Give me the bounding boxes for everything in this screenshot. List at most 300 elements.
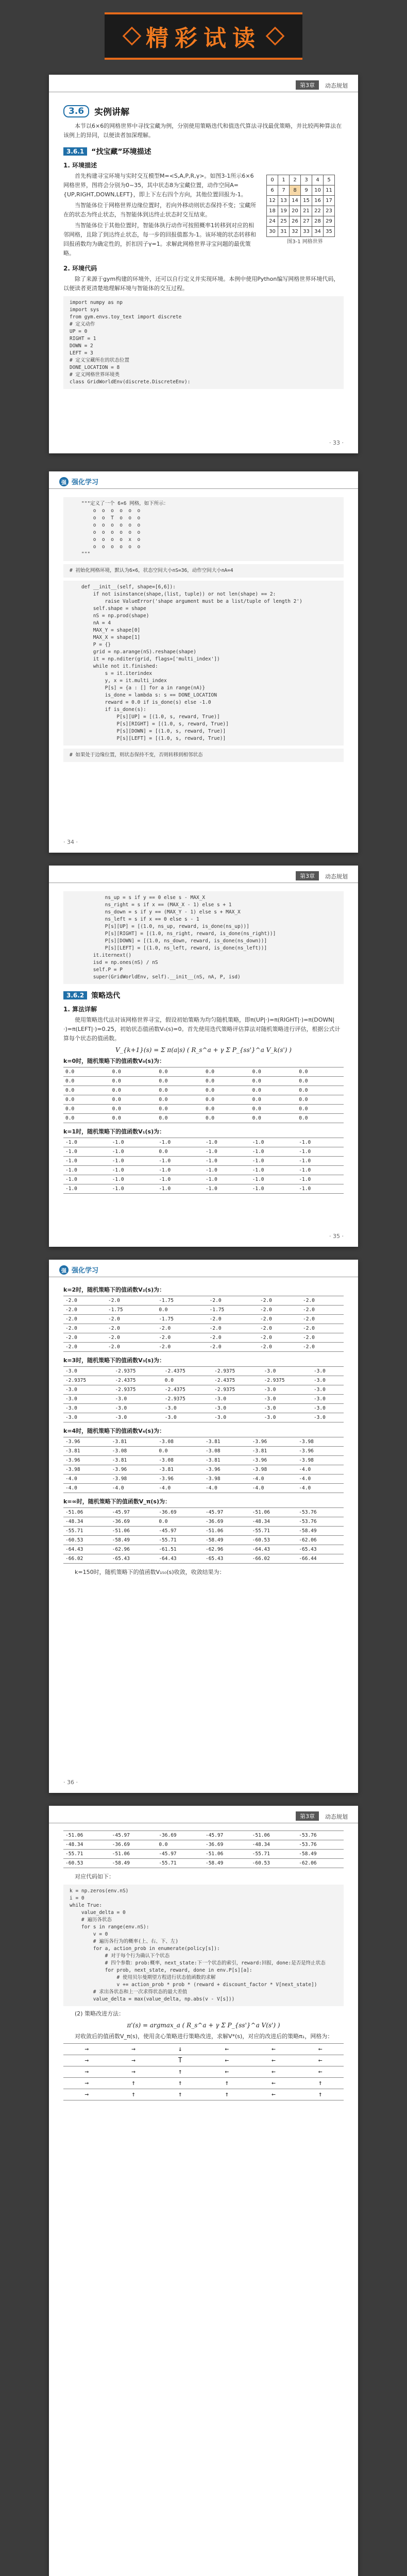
table-cell: -58.49	[204, 1536, 250, 1545]
table-cell: -1.0	[297, 1166, 344, 1175]
table-cell: -2.0	[106, 1324, 157, 1333]
table-cell: 0.0	[63, 1067, 110, 1077]
table-row	[63, 1437, 344, 1447]
table-cell: ←	[204, 2066, 250, 2078]
table-cell: -62.96	[110, 1545, 157, 1554]
book-logo-icon: 强	[59, 1265, 69, 1275]
table-cell: -4.0	[204, 1484, 250, 1493]
grid-cell: 10	[312, 185, 324, 196]
table-cell: -2.0	[258, 1343, 301, 1352]
table-cell: 0.0	[157, 1095, 204, 1105]
table-cell: ↑	[204, 2089, 250, 2100]
paragraph: 当智能体位于网格世界边缘位置时，若向外移动则状态保持不变；宝藏所在的状态为终止状态，当智能体到达终止状态时交互结束。	[63, 202, 256, 218]
subsection-number: 3.6.2	[63, 991, 87, 999]
table-cell: -2.0	[63, 1333, 106, 1343]
table-cell: -60.53	[63, 1536, 110, 1545]
table-cell: 0.0	[63, 1105, 110, 1114]
diamond-ornament-icon	[266, 27, 285, 46]
table-cell: -3.0	[262, 1395, 312, 1404]
table-cell: -2.0	[301, 1324, 344, 1333]
table-row	[63, 1385, 344, 1395]
table-cell: -1.0	[110, 1184, 157, 1194]
table-cell: 0.0	[250, 1095, 297, 1105]
table-row	[63, 1343, 344, 1352]
subsection-heading	[63, 146, 344, 157]
grid-cell: 23	[324, 206, 335, 216]
table-cell: -1.0	[250, 1157, 297, 1166]
table-cell: 0.0	[250, 1086, 297, 1095]
table-cell: 0.0	[250, 1105, 297, 1114]
value-table	[63, 1296, 344, 1352]
table-cell: 0.0	[157, 1447, 204, 1456]
chapter-title: 动态规划	[325, 873, 348, 880]
table-row	[63, 1114, 344, 1123]
table-row	[63, 1447, 344, 1456]
table-cell: -51.06	[110, 1850, 157, 1859]
table-cell: 0.0	[63, 1077, 110, 1086]
table-cell: T	[157, 2055, 204, 2066]
table-cell: -1.0	[297, 1175, 344, 1184]
table-row	[63, 1157, 344, 1166]
table-row	[267, 206, 335, 216]
book-page-4	[49, 1260, 358, 1793]
table-cell: →	[110, 2055, 157, 2066]
table-row	[63, 1456, 344, 1465]
table-cell: -36.69	[157, 1508, 204, 1517]
table-cell: -3.0	[163, 1413, 212, 1422]
grid-cell: 14	[290, 196, 301, 206]
table-cell: -4.0	[297, 1475, 344, 1484]
table-caption: k=1时，随机策略下的值函数V₁(s)为：	[63, 1128, 165, 1135]
table-cell: -3.81	[63, 1447, 110, 1456]
table-cell: 0.0	[63, 1086, 110, 1095]
page-number: · 35 ·	[329, 1233, 344, 1240]
table-cell: -3.0	[113, 1395, 162, 1404]
table-cell: 0.0	[157, 1077, 204, 1086]
table-cell: -3.0	[212, 1395, 262, 1404]
table-cell: -2.0	[106, 1315, 157, 1324]
grid-cell: 1	[278, 175, 290, 185]
grid-cell: 11	[324, 185, 335, 196]
table-cell: ←	[250, 2044, 297, 2055]
table-cell: ←	[297, 2055, 344, 2066]
table-cell: -1.0	[250, 1147, 297, 1157]
table-cell: →	[110, 2044, 157, 2055]
table-cell: -1.0	[63, 1166, 110, 1175]
table-cell: -65.43	[110, 1554, 157, 1564]
table-cell: -55.71	[157, 1536, 204, 1545]
table-cell: 0.0	[204, 1067, 250, 1077]
table-cell: -3.0	[63, 1404, 113, 1413]
table-row	[63, 1831, 344, 1840]
table-cell: -1.0	[110, 1138, 157, 1147]
value-table	[63, 1067, 344, 1123]
table-cell: -3.0	[63, 1385, 113, 1395]
table-cell: -3.98	[297, 1437, 344, 1447]
table-cell: -2.0	[301, 1333, 344, 1343]
table-cell: -58.49	[110, 1536, 157, 1545]
table-cell: -64.43	[157, 1554, 204, 1564]
table-cell: -3.0	[212, 1413, 262, 1422]
table-cell: -58.49	[204, 1859, 250, 1868]
table-cell: ←	[250, 2066, 297, 2078]
table-row	[63, 1067, 344, 1077]
grid-cell: 6	[267, 185, 278, 196]
grid-cell: 8	[290, 185, 301, 196]
table-cell: -2.0	[157, 1343, 207, 1352]
table-cell: -45.97	[157, 1527, 204, 1536]
chapter-label: 第3章	[296, 80, 319, 90]
table-row	[63, 1147, 344, 1157]
table-row	[63, 2066, 344, 2078]
grid-figure	[266, 172, 344, 260]
table-cell: -3.0	[312, 1413, 344, 1422]
page-number: · 34 ·	[63, 839, 78, 845]
grid-cell: 32	[290, 227, 301, 237]
table-cell: 0.0	[204, 1105, 250, 1114]
table-cell: -1.0	[63, 1138, 110, 1147]
table-cell: -1.75	[157, 1296, 207, 1306]
table-cell: 0.0	[63, 1095, 110, 1105]
value-table	[63, 1437, 344, 1493]
table-cell: -2.4375	[113, 1376, 162, 1385]
table-cell: ←	[297, 2044, 344, 2055]
table-row	[63, 1413, 344, 1422]
table-row	[63, 1545, 344, 1554]
text-figure-row	[63, 172, 344, 260]
table-cell: -55.71	[250, 1850, 297, 1859]
table-row	[63, 1465, 344, 1475]
table-cell: -2.4375	[212, 1376, 262, 1385]
grid-cell: 30	[267, 227, 278, 237]
table-cell: -3.0	[163, 1404, 212, 1413]
grid-cell: 20	[290, 206, 301, 216]
value-table	[63, 1507, 344, 1564]
grid-cell: 26	[290, 216, 301, 227]
table-cell: -2.9375	[262, 1376, 312, 1385]
grid-cell: 15	[301, 196, 312, 206]
table-caption: k=0时，随机策略下的值函数V₀(s)为：	[63, 1058, 165, 1064]
table-cell: -3.08	[157, 1456, 204, 1465]
table-row	[63, 1850, 344, 1859]
table-cell: -2.0	[157, 1324, 207, 1333]
table-cell: -1.0	[63, 1184, 110, 1194]
table-cell: ↑	[157, 2089, 204, 2100]
table-row	[63, 1105, 344, 1114]
table-cell: -3.08	[204, 1447, 250, 1456]
grid-cell: 33	[301, 227, 312, 237]
code-block: import numpy as np import sys from gym.envs.toy_text import discrete # 定义动作 UP = 0 RIGHT = 1 DOWN = 2 LEFT = 3 # 定义宝藏所在的状态位置 DONE_LOCATION = 8 # 定义网格世界环境类 class GridWorldEnv(discrete.DiscreteEnv):	[63, 296, 344, 389]
table-cell: -62.96	[204, 1545, 250, 1554]
page-number: · 36 ·	[63, 1779, 78, 1786]
table-cell: 0.0	[157, 1114, 204, 1123]
item-heading: 1. 算法详解	[63, 1006, 97, 1013]
table-cell: -66.02	[250, 1554, 297, 1564]
table-cell: -2.0	[106, 1343, 157, 1352]
table-cell: -51.06	[250, 1508, 297, 1517]
table-cell: -61.51	[157, 1545, 204, 1554]
table-cell: -66.44	[297, 1554, 344, 1564]
table-cell: ↑	[157, 2078, 204, 2089]
grid-cell: 4	[312, 175, 324, 185]
table-cell: -2.4375	[163, 1385, 212, 1395]
table-cell: -58.49	[110, 1859, 157, 1868]
grid-cell: 21	[301, 206, 312, 216]
book-title: 强化学习	[72, 479, 99, 486]
table-cell: -2.0	[63, 1306, 106, 1315]
table-cell: -51.06	[250, 1831, 297, 1840]
table-cell: -1.0	[157, 1138, 204, 1147]
grid-cell: 16	[312, 196, 324, 206]
grid-cell: 34	[312, 227, 324, 237]
table-cell: -4.0	[63, 1484, 110, 1493]
table-cell: -51.06	[63, 1508, 110, 1517]
paragraph: 当智能体位于其他位置时，智能体执行动作可按照概率1转移到对应的相邻网格，且除了到达终止状态，每一步的回报值都为-1。该环境的状态转移和回报函数均为确定性的，折扣因子γ=1。求解此网格世界寻宝问题的最优策略。	[63, 222, 256, 257]
table-row	[267, 175, 335, 185]
paragraph: 对应代码如下：	[75, 1873, 114, 1880]
grid-cell: 24	[267, 216, 278, 227]
table-cell: -60.53	[250, 1859, 297, 1868]
grid-cell: 31	[278, 227, 290, 237]
table-cell: 0.0	[250, 1114, 297, 1123]
table-cell: 0.0	[157, 1086, 204, 1095]
table-cell: -1.0	[297, 1138, 344, 1147]
table-cell: -3.0	[262, 1413, 312, 1422]
table-cell: 0.0	[110, 1114, 157, 1123]
table-cell: ←	[204, 2044, 250, 2055]
table-cell: -55.71	[63, 1527, 110, 1536]
table-cell: -1.0	[157, 1157, 204, 1166]
table-cell: -2.0	[63, 1324, 106, 1333]
table-cell: -1.0	[204, 1184, 250, 1194]
book-page-2	[49, 471, 358, 853]
table-cell: -2.0	[106, 1296, 157, 1306]
code-block: ns_up = s if y == 0 else s - MAX_X ns_right = s if x == (MAX_X - 1) else s + 1 ns_down = s if y == (MAX_Y - 1) else s + MAX_X ns_left = s if x == 0 else s - 1 P[s][UP] = [(1.0, ns_up, reward, is_done(ns_up))] P[s][RIGHT] = [(1.0, ns_right, reward, is_done(ns_right))] P[s][DOWN] = [(1.0, ns_down, reward, is_done(ns_down))] P[s][LEFT] = [(1.0, ns_left, reward, is_done(ns_left))] it.iternext() isd = np.ones(nS) / nS self.P = P super(GridWorldEnv, self).__init__(nS, nA, P, isd)	[63, 891, 344, 984]
table-cell: -1.0	[63, 1147, 110, 1157]
table-cell: 0.0	[110, 1105, 157, 1114]
table-row	[63, 1077, 344, 1086]
subsection-title: 策略迭代	[91, 992, 121, 1000]
grid-cell: 7	[278, 185, 290, 196]
table-caption: k=2时，随机策略下的值函数V₂(s)为：	[63, 1286, 165, 1293]
value-table	[63, 1366, 344, 1422]
table-cell: -3.96	[250, 1456, 297, 1465]
table-cell: →	[63, 2055, 110, 2066]
running-head	[49, 471, 358, 489]
table-cell: -1.0	[297, 1184, 344, 1194]
table-cell: -1.0	[157, 1175, 204, 1184]
paragraph: 除了来源于gym构建的环境外，还可以自行定义并实现环境。本例中使用Python编写网格世界环境代码，以便读者更清楚地理解环境与智能体的交互过程。	[63, 276, 340, 292]
table-caption: k=∞时，随机策略下的值函数V_π(s)为：	[63, 1498, 171, 1505]
table-cell: -64.43	[250, 1545, 297, 1554]
section-number: 3.6	[63, 105, 89, 117]
banner-box	[105, 12, 302, 60]
table-cell: -3.08	[110, 1447, 157, 1456]
book-title: 强化学习	[72, 1267, 99, 1275]
table-row	[63, 1859, 344, 1868]
code-block: def __init__(self, shape=[6,6]): if not isinstance(shape,(list, tuple)) or not len(shape) == 2: raise ValueError('shape argument must be a list/tuple of length 2') self.shape = shape nS = np.prod(shape) nA = 4 MAX_Y = shape[0] MAX_X = shape[1] P = {} grid = np.arange(nS).reshape(shape) it = np.nditer(grid, flags=['multi_index']) while not it.finished: s = it.iterindex y, x = it.multi_index P[s] = {a : [] for a in range(nA)} is_done = lambda s: s == DONE_LOCATION reward = 0.0 if is_done(s) else -1.0 if is_done(s): P[s][UP] = [(1.0, s, reward, True)] P[s][RIGHT] = [(1.0, s, reward, True)] P[s][DOWN] = [(1.0, s, reward, True)] P[s][LEFT] = [(1.0, s, reward, True)]	[63, 581, 344, 745]
table-cell: 0.0	[250, 1067, 297, 1077]
table-cell: -51.06	[204, 1850, 250, 1859]
table-cell: -3.08	[157, 1437, 204, 1447]
table-cell: -36.69	[110, 1840, 157, 1850]
table-cell: -3.0	[212, 1404, 262, 1413]
table-row	[63, 1508, 344, 1517]
table-cell: ↑	[110, 2089, 157, 2100]
running-head	[49, 1806, 358, 1823]
table-cell: 0.0	[297, 1095, 344, 1105]
diamond-ornament-icon	[123, 27, 142, 46]
table-cell: ←	[204, 2055, 250, 2066]
table-cell: -1.0	[110, 1166, 157, 1175]
paragraph: k=150时，随机策略下的值函数V₁₅₀(s)收敛，收敛结果为：	[75, 1569, 225, 1575]
table-row	[63, 2055, 344, 2066]
table-cell: →	[63, 2044, 110, 2055]
table-cell: -1.75	[106, 1306, 157, 1315]
subsection-number: 3.6.1	[63, 147, 87, 156]
table-cell: -2.9375	[163, 1395, 212, 1404]
table-cell: -4.0	[297, 1465, 344, 1475]
table-cell: -2.0	[301, 1315, 344, 1324]
table-cell: -2.0	[208, 1296, 258, 1306]
table-cell: -3.81	[204, 1456, 250, 1465]
table-cell: -3.0	[63, 1367, 113, 1376]
chapter-title: 动态规划	[325, 1814, 348, 1820]
table-cell: -3.98	[63, 1465, 110, 1475]
section-title: 实例讲解	[94, 107, 130, 117]
table-cell: -4.0	[63, 1475, 110, 1484]
table-cell: 0.0	[204, 1077, 250, 1086]
table-cell: -3.81	[110, 1456, 157, 1465]
table-cell: ←	[297, 2066, 344, 2078]
table-cell: -45.97	[110, 1831, 157, 1840]
table-cell: ←	[250, 2078, 297, 2089]
table-row	[63, 1517, 344, 1527]
table-row	[63, 1527, 344, 1536]
table-cell: -3.0	[312, 1395, 344, 1404]
table-cell: -48.34	[63, 1840, 110, 1850]
table-cell: -2.0	[258, 1333, 301, 1343]
table-row	[63, 1333, 344, 1343]
table-cell: -36.69	[204, 1840, 250, 1850]
table-cell: -45.97	[204, 1831, 250, 1840]
table-cell: -3.98	[297, 1456, 344, 1465]
chapter-title: 动态规划	[325, 82, 348, 89]
table-cell: 0.0	[204, 1086, 250, 1095]
table-cell: 0.0	[110, 1067, 157, 1077]
table-cell: -55.71	[157, 1859, 204, 1868]
subsection-title: “找宝藏”环境描述	[91, 148, 151, 156]
running-head	[49, 866, 358, 883]
table-cell: -65.43	[297, 1545, 344, 1554]
table-row	[63, 1404, 344, 1413]
grid-cell: 5	[324, 175, 335, 185]
grid-cell: 28	[312, 216, 324, 227]
grid-world-figure	[266, 175, 335, 237]
table-row	[63, 1324, 344, 1333]
table-cell: -1.0	[297, 1147, 344, 1157]
table-row	[63, 1086, 344, 1095]
table-cell: 0.0	[157, 1147, 204, 1157]
table-row	[63, 1138, 344, 1147]
grid-cell: 35	[324, 227, 335, 237]
table-cell: -3.0	[312, 1385, 344, 1395]
grid-cell: 27	[301, 216, 312, 227]
table-cell: -3.96	[63, 1456, 110, 1465]
running-head	[49, 75, 358, 92]
table-cell: -1.0	[250, 1184, 297, 1194]
table-cell: -2.0	[63, 1343, 106, 1352]
grid-cell: 0	[267, 175, 278, 185]
table-cell: ←	[250, 2055, 297, 2066]
table-cell: ↑	[157, 2066, 204, 2078]
banner	[0, 0, 407, 72]
table-cell: →	[110, 2066, 157, 2078]
table-cell: -1.0	[63, 1157, 110, 1166]
running-head	[49, 1260, 358, 1277]
table-cell: ↑	[204, 2078, 250, 2089]
table-cell: -2.0	[258, 1306, 301, 1315]
table-cell: -1.0	[157, 1184, 204, 1194]
table-cell: -48.34	[63, 1517, 110, 1527]
table-row	[63, 1166, 344, 1175]
table-row	[63, 1184, 344, 1194]
table-cell: 0.0	[110, 1086, 157, 1095]
subsection-heading	[63, 990, 344, 1001]
table-cell: 0.0	[250, 1077, 297, 1086]
table-cell: -3.81	[157, 1465, 204, 1475]
table-cell: -4.0	[110, 1484, 157, 1493]
grid-cell: 25	[278, 216, 290, 227]
table-cell: -3.96	[157, 1475, 204, 1484]
table-cell: -1.0	[110, 1147, 157, 1157]
table-row	[63, 1536, 344, 1545]
formula: V_{k+1}(s) = Σ π(a|s) ( R_s^a + γ Σ P_{ss'}^a V_k(s') )	[115, 1046, 292, 1054]
book-page-5	[49, 1806, 358, 2576]
table-cell: -2.0	[258, 1296, 301, 1306]
table-cell: -3.0	[312, 1404, 344, 1413]
table-cell: 0.0	[297, 1086, 344, 1095]
table-cell: -3.96	[63, 1437, 110, 1447]
table-row	[63, 1475, 344, 1484]
table-cell: -51.06	[63, 1831, 110, 1840]
table-cell: -1.0	[250, 1166, 297, 1175]
table-cell: -60.53	[63, 1859, 110, 1868]
table-cell: -3.0	[312, 1376, 344, 1385]
table-cell: -2.0	[208, 1315, 258, 1324]
table-cell: -58.49	[297, 1527, 344, 1536]
table-cell: -3.0	[312, 1367, 344, 1376]
table-cell: -3.98	[250, 1465, 297, 1475]
table-cell: ↑	[297, 2078, 344, 2089]
table-cell: -53.76	[297, 1517, 344, 1527]
table-cell: -60.53	[250, 1536, 297, 1545]
chapter-label: 第3章	[296, 871, 319, 880]
table-cell: -2.0	[301, 1306, 344, 1315]
table-cell: 0.0	[157, 1840, 204, 1850]
table-row	[267, 227, 335, 237]
table-cell: 0.0	[157, 1105, 204, 1114]
table-cell: -4.0	[297, 1484, 344, 1493]
table-cell: 0.0	[297, 1077, 344, 1086]
table-cell: -3.96	[297, 1447, 344, 1456]
table-cell: -2.0	[208, 1324, 258, 1333]
table-cell: -1.0	[110, 1175, 157, 1184]
table-cell: -48.34	[250, 1840, 297, 1850]
grid-cell: 29	[324, 216, 335, 227]
value-table	[63, 1138, 344, 1194]
table-caption: k=3时，随机策略下的值函数V₃(s)为：	[63, 1357, 165, 1364]
